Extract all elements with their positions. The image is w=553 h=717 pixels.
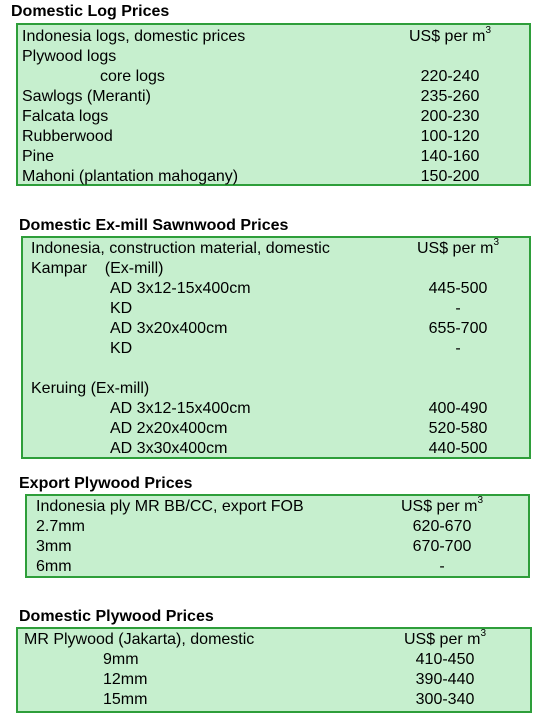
table-header-row: [27, 497, 528, 517]
table-header-row: [23, 239, 529, 259]
row-label: AD 3x12-15x400cm: [110, 400, 251, 417]
row-label: Keruing (Ex-mill): [31, 380, 150, 397]
table-row: [18, 87, 529, 107]
domestic-plywood-prices-table: [16, 627, 532, 713]
row-label: Pine: [22, 148, 55, 165]
row-label: 6mm: [36, 558, 72, 575]
row-label: Falcata logs: [22, 108, 109, 125]
row-label: Rubberwood: [22, 128, 113, 145]
table-row: [23, 319, 529, 339]
row-value: 410-450: [415, 651, 475, 668]
row-label: core logs: [100, 68, 165, 85]
row-label: AD 2x20x400cm: [110, 420, 228, 437]
row-value: 150-200: [420, 168, 480, 185]
table-row: [18, 47, 529, 67]
section-title-export-plywood-prices: Export Plywood Prices: [19, 475, 193, 492]
header-unit: US$ per $m^3$: [416, 237, 500, 257]
row-value: -: [455, 300, 461, 317]
row-label: 9mm: [103, 651, 139, 668]
table-row: [23, 279, 529, 299]
table-row: [23, 419, 529, 439]
row-label: 3mm: [36, 538, 72, 555]
table-row: [23, 399, 529, 419]
header-label: Indonesia ply MR BB/CC, export FOB: [36, 498, 304, 515]
row-value: 655-700: [428, 320, 488, 337]
table-row: [23, 379, 529, 399]
domestic-log-prices-table: [16, 23, 531, 186]
table-row: [18, 147, 529, 167]
table-row: [18, 650, 530, 670]
row-value: -: [439, 558, 445, 575]
table-row: [18, 107, 529, 127]
row-label: KD: [110, 340, 133, 357]
sawnwood-prices-table: [21, 236, 531, 459]
section-title-sawnwood-prices: Domestic Ex-mill Sawnwood Prices: [19, 217, 289, 234]
table-row: [23, 339, 529, 359]
row-value: 140-160: [420, 148, 480, 165]
row-value: 100-120: [420, 128, 480, 145]
table-row: [27, 517, 528, 537]
row-value: 200-230: [420, 108, 480, 125]
row-label: KD: [110, 300, 133, 317]
table-row: [18, 690, 530, 710]
header-label: Indonesia, construction material, domestic: [31, 240, 330, 257]
row-label: 12mm: [103, 671, 148, 688]
row-value: 220-240: [420, 68, 480, 85]
table-row: [18, 670, 530, 690]
table-row: [23, 359, 529, 379]
header-label: Indonesia logs, domestic prices: [22, 28, 246, 45]
row-label: Sawlogs (Meranti): [22, 88, 151, 105]
table-row: [18, 167, 529, 187]
row-label: AD 3x20x400cm: [110, 320, 228, 337]
row-label: 2.7mm: [36, 518, 85, 535]
export-plywood-prices-table: [25, 494, 530, 578]
table-row: [23, 299, 529, 319]
header-label: MR Plywood (Jakarta), domestic: [24, 631, 255, 648]
header-unit: US$ per $m^3$: [400, 495, 484, 515]
row-label: Kampar (Ex-mill): [31, 260, 164, 277]
table-row: [27, 537, 528, 557]
table-row: [23, 259, 529, 279]
table-row: [18, 127, 529, 147]
table-row: [18, 67, 529, 87]
row-label: Plywood logs: [22, 48, 117, 65]
row-value: 300-340: [415, 691, 475, 708]
table-row: [23, 439, 529, 459]
row-value: 390-440: [415, 671, 475, 688]
row-label: Mahoni (plantation mahogany): [22, 168, 239, 185]
header-unit: US$ per $m^3$: [403, 628, 487, 648]
row-value: 440-500: [428, 440, 488, 457]
row-label: AD 3x30x400cm: [110, 440, 228, 457]
row-value: 620-670: [412, 518, 472, 535]
row-value: 445-500: [428, 280, 488, 297]
section-title-domestic-plywood-prices: Domestic Plywood Prices: [19, 608, 214, 625]
row-label: AD 3x12-15x400cm: [110, 280, 251, 297]
row-value: -: [455, 340, 461, 357]
row-value: 235-260: [420, 88, 480, 105]
row-value: 400-490: [428, 400, 488, 417]
header-unit: US$ per $m^3$: [408, 25, 492, 45]
row-value: 520-580: [428, 420, 488, 437]
row-value: 670-700: [412, 538, 472, 555]
table-header-row: [18, 27, 529, 47]
row-label: 15mm: [103, 691, 148, 708]
table-header-row: [18, 630, 530, 650]
section-title-domestic-log-prices: Domestic Log Prices: [11, 3, 170, 20]
table-row: [27, 557, 528, 577]
